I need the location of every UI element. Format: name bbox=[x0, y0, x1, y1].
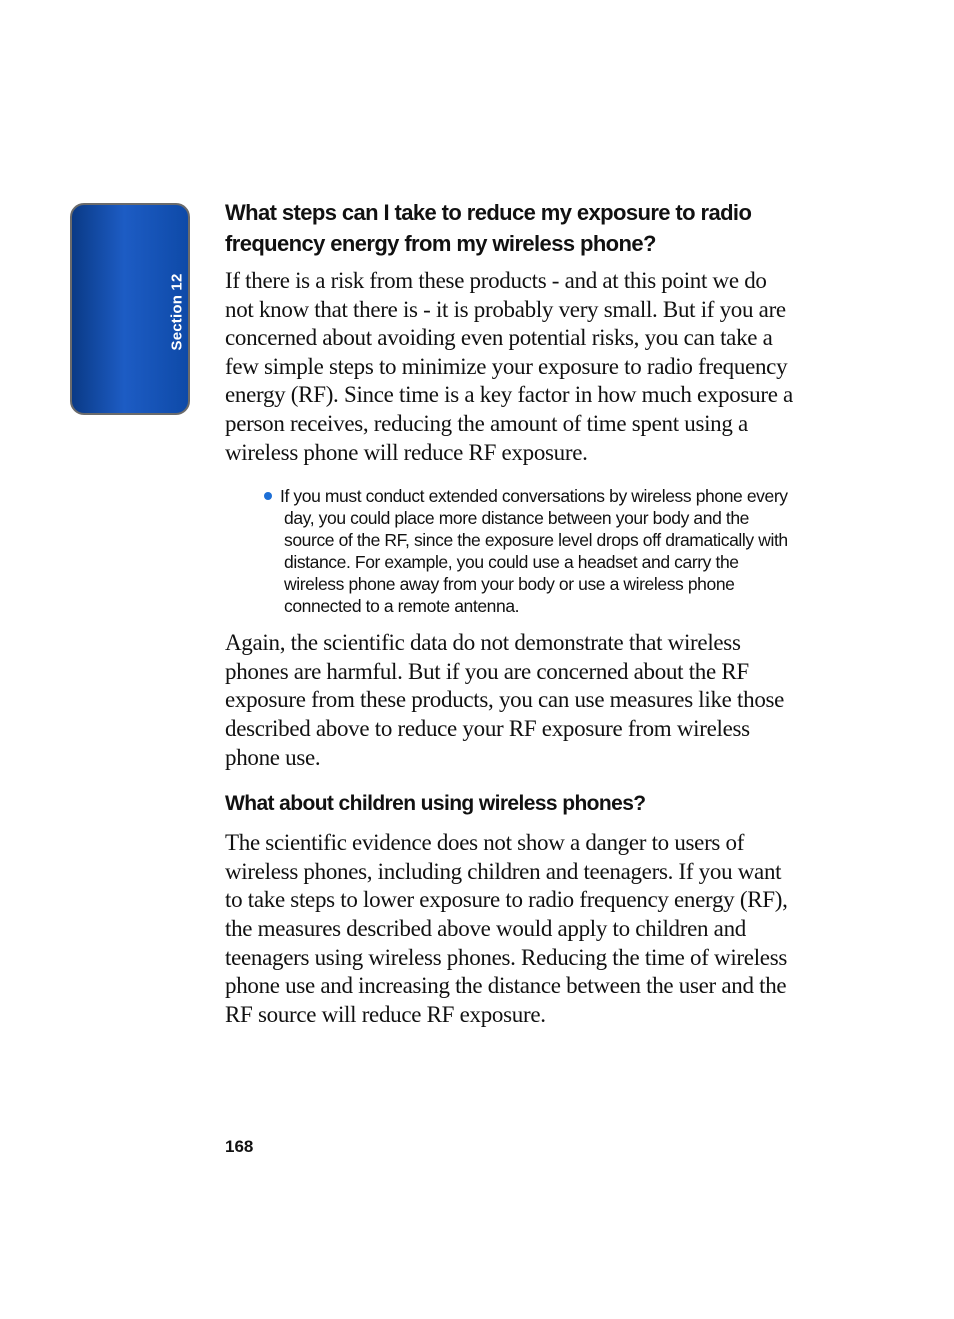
heading-children: What about children using wireless phones? bbox=[225, 792, 646, 816]
bullet-list bbox=[225, 485, 797, 617]
list-item-text: If you must conduct extended conversations by wireless phone every day, you could place more distance between your body and the source of the RF, since the exposure level drops off dramatically with distance. For example, you could use a headset and carry the wireless phone away from your body or use a wireless phone connected to a remote antenna. bbox=[280, 486, 788, 617]
page-number: 168 bbox=[225, 1137, 254, 1156]
heading-reduce-exposure: What steps can I take to reduce my exposure to radio frequency energy from my wireless phone? bbox=[225, 200, 752, 256]
list-item bbox=[263, 485, 797, 617]
paragraph-risk: If there is a risk from these products - and at this point we do not know that there is - it is probably very small. But if you are concerned about avoiding even potential risks, you can take a few simple steps to minimize your exposure to radio frequency energy (RF). Since time is a key factor in how much exposure a person receives, reducing the amount of time spent using a wireless phone will reduce RF exposure. bbox=[225, 268, 793, 465]
paragraph-scientific-data: Again, the scientific data do not demonstrate that wireless phones are harmful. But if you are concerned about the RF exposure from these products, you can use measures like those described above to reduce your RF exposure from wireless phone use. bbox=[225, 630, 785, 770]
page-content bbox=[225, 197, 797, 1029]
paragraph-children: The scientific evidence does not show a danger to users of wireless phones, including children and teenagers. If you want to take steps to lower exposure to radio frequency energy (RF), the measures described above would apply to children and teenagers using wireless phones. Reducing the time of wireless phone use and increasing the distance between the user and the RF source will reduce RF exposure. bbox=[225, 830, 788, 1027]
section-tab-label: Section 12 bbox=[168, 273, 186, 351]
bullet-dot-icon bbox=[264, 492, 272, 500]
